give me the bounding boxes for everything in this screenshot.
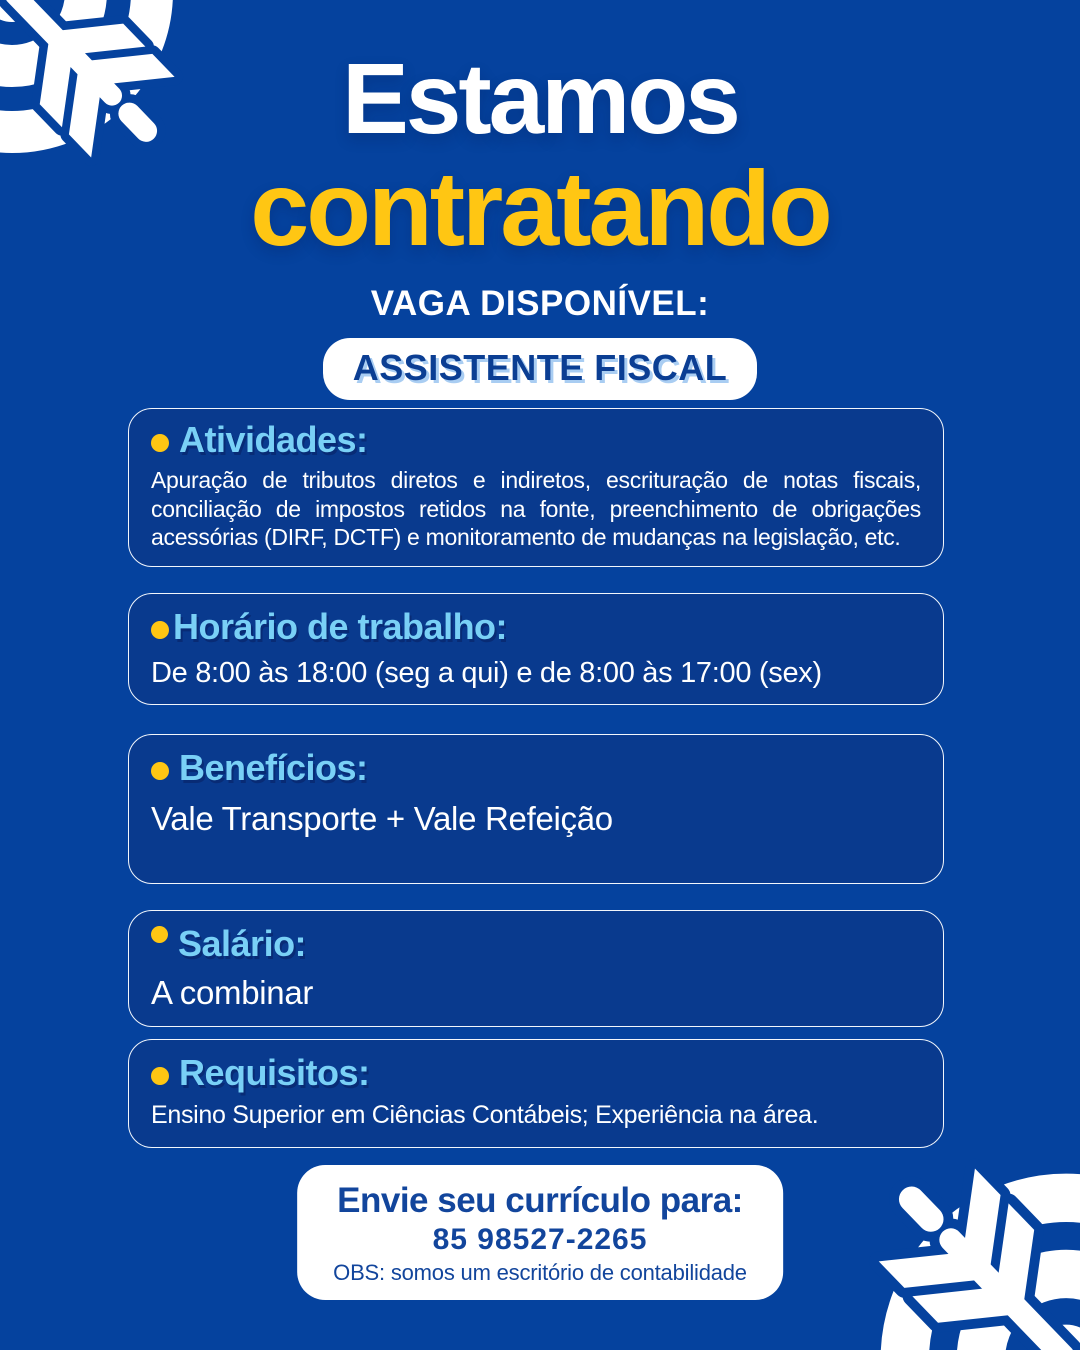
section-requisitos-body: Ensino Superior em Ciências Contábeis; Experiência na área. — [151, 1101, 819, 1130]
section-atividades — [128, 408, 944, 567]
header — [0, 43, 1080, 400]
bullet-dot-icon — [151, 434, 169, 452]
section-salario-heading — [151, 923, 921, 964]
section-horario-heading — [151, 606, 921, 647]
section-horario-body: De 8:00 às 18:00 (seg a qui) e de 8:00 às 17:00 (sex) — [151, 657, 822, 690]
section-heading-text: Horário de trabalho: — [173, 606, 508, 647]
section-horario — [128, 593, 944, 705]
section-heading-text: Requisitos: — [179, 1052, 370, 1093]
section-atividades-body: Apuração de tributos diretos e indiretos, escrituração de notas fiscais, conciliação de impostos retidos na fonte, preenchimento de obrigações acessórias (DIRF, DCTF) e monitoramento de mudanças na legislação, etc. — [151, 467, 921, 551]
section-beneficios-heading — [151, 747, 921, 788]
role-badge: ASSISTENTE FISCAL — [323, 338, 758, 400]
section-beneficios — [128, 734, 944, 884]
bullet-dot-icon — [151, 762, 169, 780]
contact-card — [297, 1165, 783, 1300]
section-salario — [128, 910, 944, 1027]
section-salario-body: A combinar — [151, 974, 314, 1012]
section-requisitos — [128, 1039, 944, 1148]
contact-cta: Envie seu currículo para: — [337, 1181, 743, 1220]
bullet-dot-icon — [151, 1067, 169, 1085]
section-beneficios-body: Vale Transporte + Vale Refeição — [151, 800, 613, 838]
section-heading-text: Salário: — [178, 923, 307, 964]
page-title-line1: Estamos — [342, 43, 738, 155]
vacancy-subtitle: VAGA DISPONÍVEL: — [370, 284, 710, 323]
contact-phone: 85 98527-2265 — [432, 1223, 648, 1256]
bullet-dot-icon — [151, 621, 169, 639]
contact-note: OBS: somos um escritório de contabilidade — [333, 1260, 747, 1285]
section-atividades-heading — [151, 419, 921, 460]
section-heading-text: Atividades: — [179, 419, 368, 460]
section-heading-text: Benefícios: — [179, 747, 368, 788]
bullet-dot-icon — [151, 926, 168, 943]
section-requisitos-heading — [151, 1052, 921, 1093]
page-title-line2: contratando — [250, 150, 830, 268]
